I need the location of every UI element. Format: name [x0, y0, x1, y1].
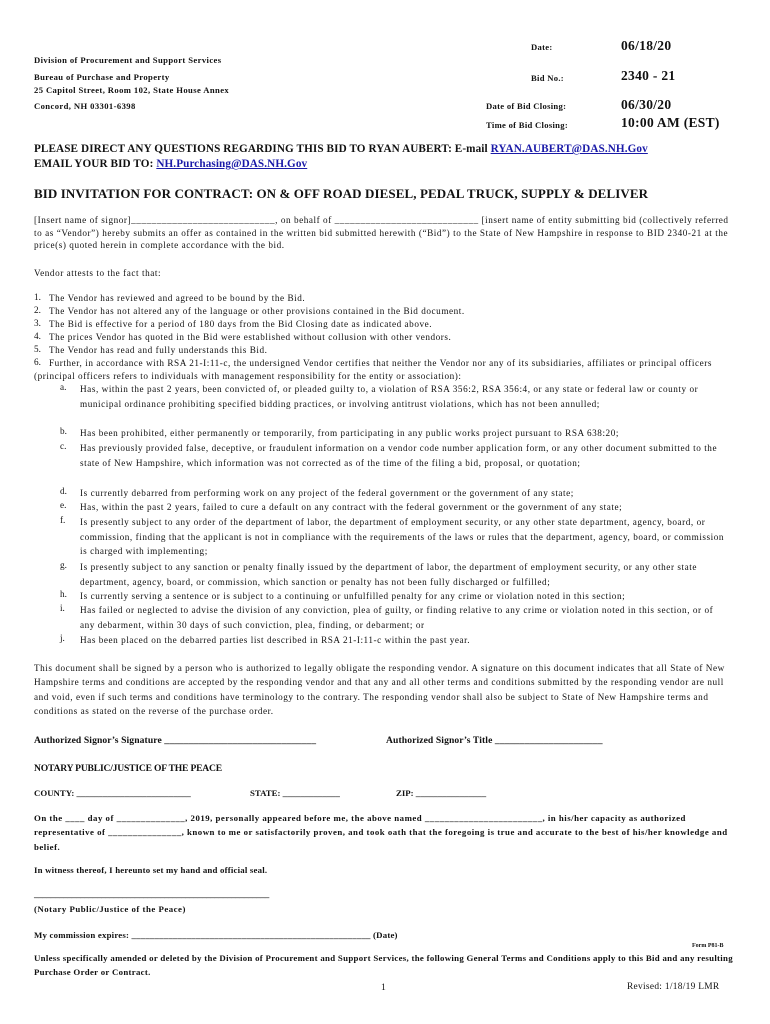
- item-letter: g.: [60, 560, 67, 570]
- email-bid-text: EMAIL YOUR BID TO:: [34, 158, 154, 170]
- lettered-item: Is presently subject to any sanction or penalty finally issued by the department of labor, the department of employment security, or any other state department, agency, board, or commission, which sanction or penalty has not been fully discharged or fulfilled;: [80, 562, 697, 587]
- signor-title-field[interactable]: Authorized Signor’s Title ______________________: [386, 735, 603, 746]
- questions-line: [34, 143, 648, 155]
- questions-email-link[interactable]: RYAN.AUBERT@DAS.NH.Gov: [490, 143, 648, 155]
- closing-time-label: Time of Bid Closing:: [486, 120, 569, 130]
- address-line-2: Bureau of Purchase and Property: [34, 72, 170, 82]
- numbered-item: Further, in accordance with RSA 21-I:11-c, the undersigned Vendor certifies that neither the Vendor nor any of its subsidiaries, affiliates or principal officers (principal officers refers to individuals with management responsibility for the entity or association):: [34, 358, 712, 381]
- notary-oath-paragraph: On the ____ day of ______________, 2019, personally appeared before me, the above named ________________________, in his/her capacity as authorized representative of _______________, known to me or satisfactorily proven, and took oath that the foregoing is true and accurate to the best of his/her knowledge and belief.: [34, 813, 728, 852]
- signor-signature-field[interactable]: Authorized Signor’s Signature _______________________________: [34, 735, 317, 746]
- general-terms-notice: Unless specifically amended or deleted by the Division of Procurement and Support Services, the following General Terms and Conditions apply to this Bid and any resulting Purchase Order or Contract.: [34, 953, 733, 977]
- item-letter: j.: [60, 633, 65, 643]
- lettered-item: Has previously provided false, deceptive, or fraudulent information on a vendor code number application form, or any other document submitted to the state of New Hampshire, which information was not corrected as of the time of the filing a bid, proposal, or quotation;: [80, 443, 718, 468]
- item-letter: b.: [60, 426, 67, 436]
- closing-date-value: 06/30/20: [621, 97, 672, 112]
- lettered-item: Has, within the past 2 years, failed to cure a default on any contract with the federal government or the government of any state;: [80, 502, 623, 512]
- lettered-item: Is currently debarred from performing work on any project of the federal government or the government of any state;: [80, 488, 574, 498]
- notary-heading: NOTARY PUBLIC/JUSTICE OF THE PEACE: [34, 763, 222, 774]
- numbered-item: The Vendor has read and fully understands this Bid.: [49, 345, 268, 355]
- page-number: 1: [381, 982, 386, 993]
- closing-date-label: Date of Bid Closing:: [486, 101, 567, 111]
- zip-field[interactable]: ZIP: ________________: [396, 788, 487, 798]
- bid-title: BID INVITATION FOR CONTRACT: ON & OFF ROAD DIESEL, PEDAL TRUCK, SUPPLY & DELIVER: [34, 186, 649, 201]
- authorization-paragraph: This document shall be signed by a person who is authorized to legally obligate the responding vendor. A signature on this document indicates that all State of New Hampshire terms and conditions are accepted by the responding vendor and that any and all other terms and conditions submitted by the responding vendor are null and void, even if such terms and conditions have terminology to the contrary. The responding vendor shall also be subject to State of New Hampshire terms and conditions as stated on the reverse of the purchase order.: [34, 663, 725, 716]
- address-line-3: 25 Capitol Street, Room 102, State House Annex: [34, 85, 230, 95]
- lettered-item: Is currently serving a sentence or is subject to a continuing or unfulfilled penalty for any crime or violation noted in this section;: [80, 591, 626, 601]
- item-number: 5.: [34, 344, 41, 354]
- address-line-4: Concord, NH 03301-6398: [34, 101, 136, 111]
- witness-line: In witness thereof, I hereunto set my hand and official seal.: [34, 865, 268, 875]
- numbered-item: The prices Vendor has quoted in the Bid were established without collusion with other vendors.: [49, 332, 452, 342]
- lettered-item: Has, within the past 2 years, been convicted of, or pleaded guilty to, a violation of RSA 356:2, RSA 356:4, or any state or federal law or county or municipal ordinance prohibiting specified bidding practices, or involving antitrust violations, which has not been annulled;: [80, 384, 699, 409]
- lettered-item: Has been placed on the debarred parties list described in RSA 21-I:11-c within the past year.: [80, 635, 471, 645]
- closing-time-value: 10:00 AM (EST): [621, 115, 720, 130]
- item-number: 4.: [34, 331, 41, 341]
- item-letter: h.: [60, 589, 67, 599]
- notary-signature-caption: (Notary Public/Justice of the Peace): [34, 904, 186, 914]
- item-number: 3.: [34, 318, 41, 328]
- item-letter: d.: [60, 486, 67, 496]
- questions-text: PLEASE DIRECT ANY QUESTIONS REGARDING THIS BID TO RYAN AUBERT: E-mail: [34, 143, 488, 155]
- item-letter: c.: [60, 441, 67, 451]
- county-field[interactable]: COUNTY: __________________________: [34, 788, 191, 798]
- item-letter: a.: [60, 382, 67, 392]
- numbered-item: The Vendor has not altered any of the language or other provisions contained in the Bid document.: [49, 306, 465, 316]
- item-letter: i.: [60, 603, 65, 613]
- item-number: 6.: [34, 357, 41, 367]
- lettered-item: Is presently subject to any order of the department of labor, the department of employment security, or any other state department, agency, board, or commission, finding that the applicant is not in compliance with the requirements of the laws or rules that the department, agency, board, or commission is charged with implementing;: [80, 517, 725, 556]
- bid-no-value: 2340 - 21: [621, 68, 676, 83]
- form-number: Form P81-B: [692, 943, 724, 949]
- date-value: 06/18/20: [621, 38, 672, 53]
- bid-no-label: Bid No.:: [531, 73, 564, 83]
- lettered-item: Has been prohibited, either permanently or temporarily, from participating in any public works project pursuant to RSA 638:20;: [80, 428, 619, 438]
- numbered-item: The Bid is effective for a period of 180 days from the Bid Closing date as indicated above.: [49, 319, 433, 329]
- numbered-item: The Vendor has reviewed and agreed to be bound by the Bid.: [49, 293, 306, 303]
- date-label: Date:: [531, 42, 553, 52]
- item-number: 2.: [34, 305, 41, 315]
- state-field[interactable]: STATE: _____________: [250, 788, 340, 798]
- revision-note: Revised: 1/18/19 LMR: [627, 982, 720, 992]
- notary-signature-line[interactable]: ________________________________________________________: [34, 889, 270, 899]
- item-letter: f.: [60, 515, 66, 525]
- lettered-item: Has failed or neglected to advise the division of any conviction, plea of guilty, or finding relative to any crime or violation noted in this section, or of any debarment, within 30 days of such conviction, plea, finding, or debarment; or: [80, 605, 714, 630]
- email-bid-line: [34, 158, 307, 170]
- email-bid-link[interactable]: NH.Purchasing@DAS.NH.Gov: [156, 158, 308, 170]
- item-number: 1.: [34, 292, 41, 302]
- commission-expires-field[interactable]: My commission expires: ____________________________________________________ (Date): [34, 930, 398, 940]
- item-letter: e.: [60, 500, 67, 510]
- address-line-1: Division of Procurement and Support Services: [34, 55, 222, 65]
- intro-paragraph: [Insert name of signor]____________________________, on behalf of ____________________________ [insert name of entity submitting bid (collectively referred to as “Vendor”) hereby submits an offer as contained in the written bid submitted herewith (“Bid”) to the State of New Hampshire in response to BID 2340-21 at the price(s) quoted herein in complete accordance with the bid.: [34, 215, 729, 251]
- attests-line: Vendor attests to the fact that:: [34, 268, 162, 278]
